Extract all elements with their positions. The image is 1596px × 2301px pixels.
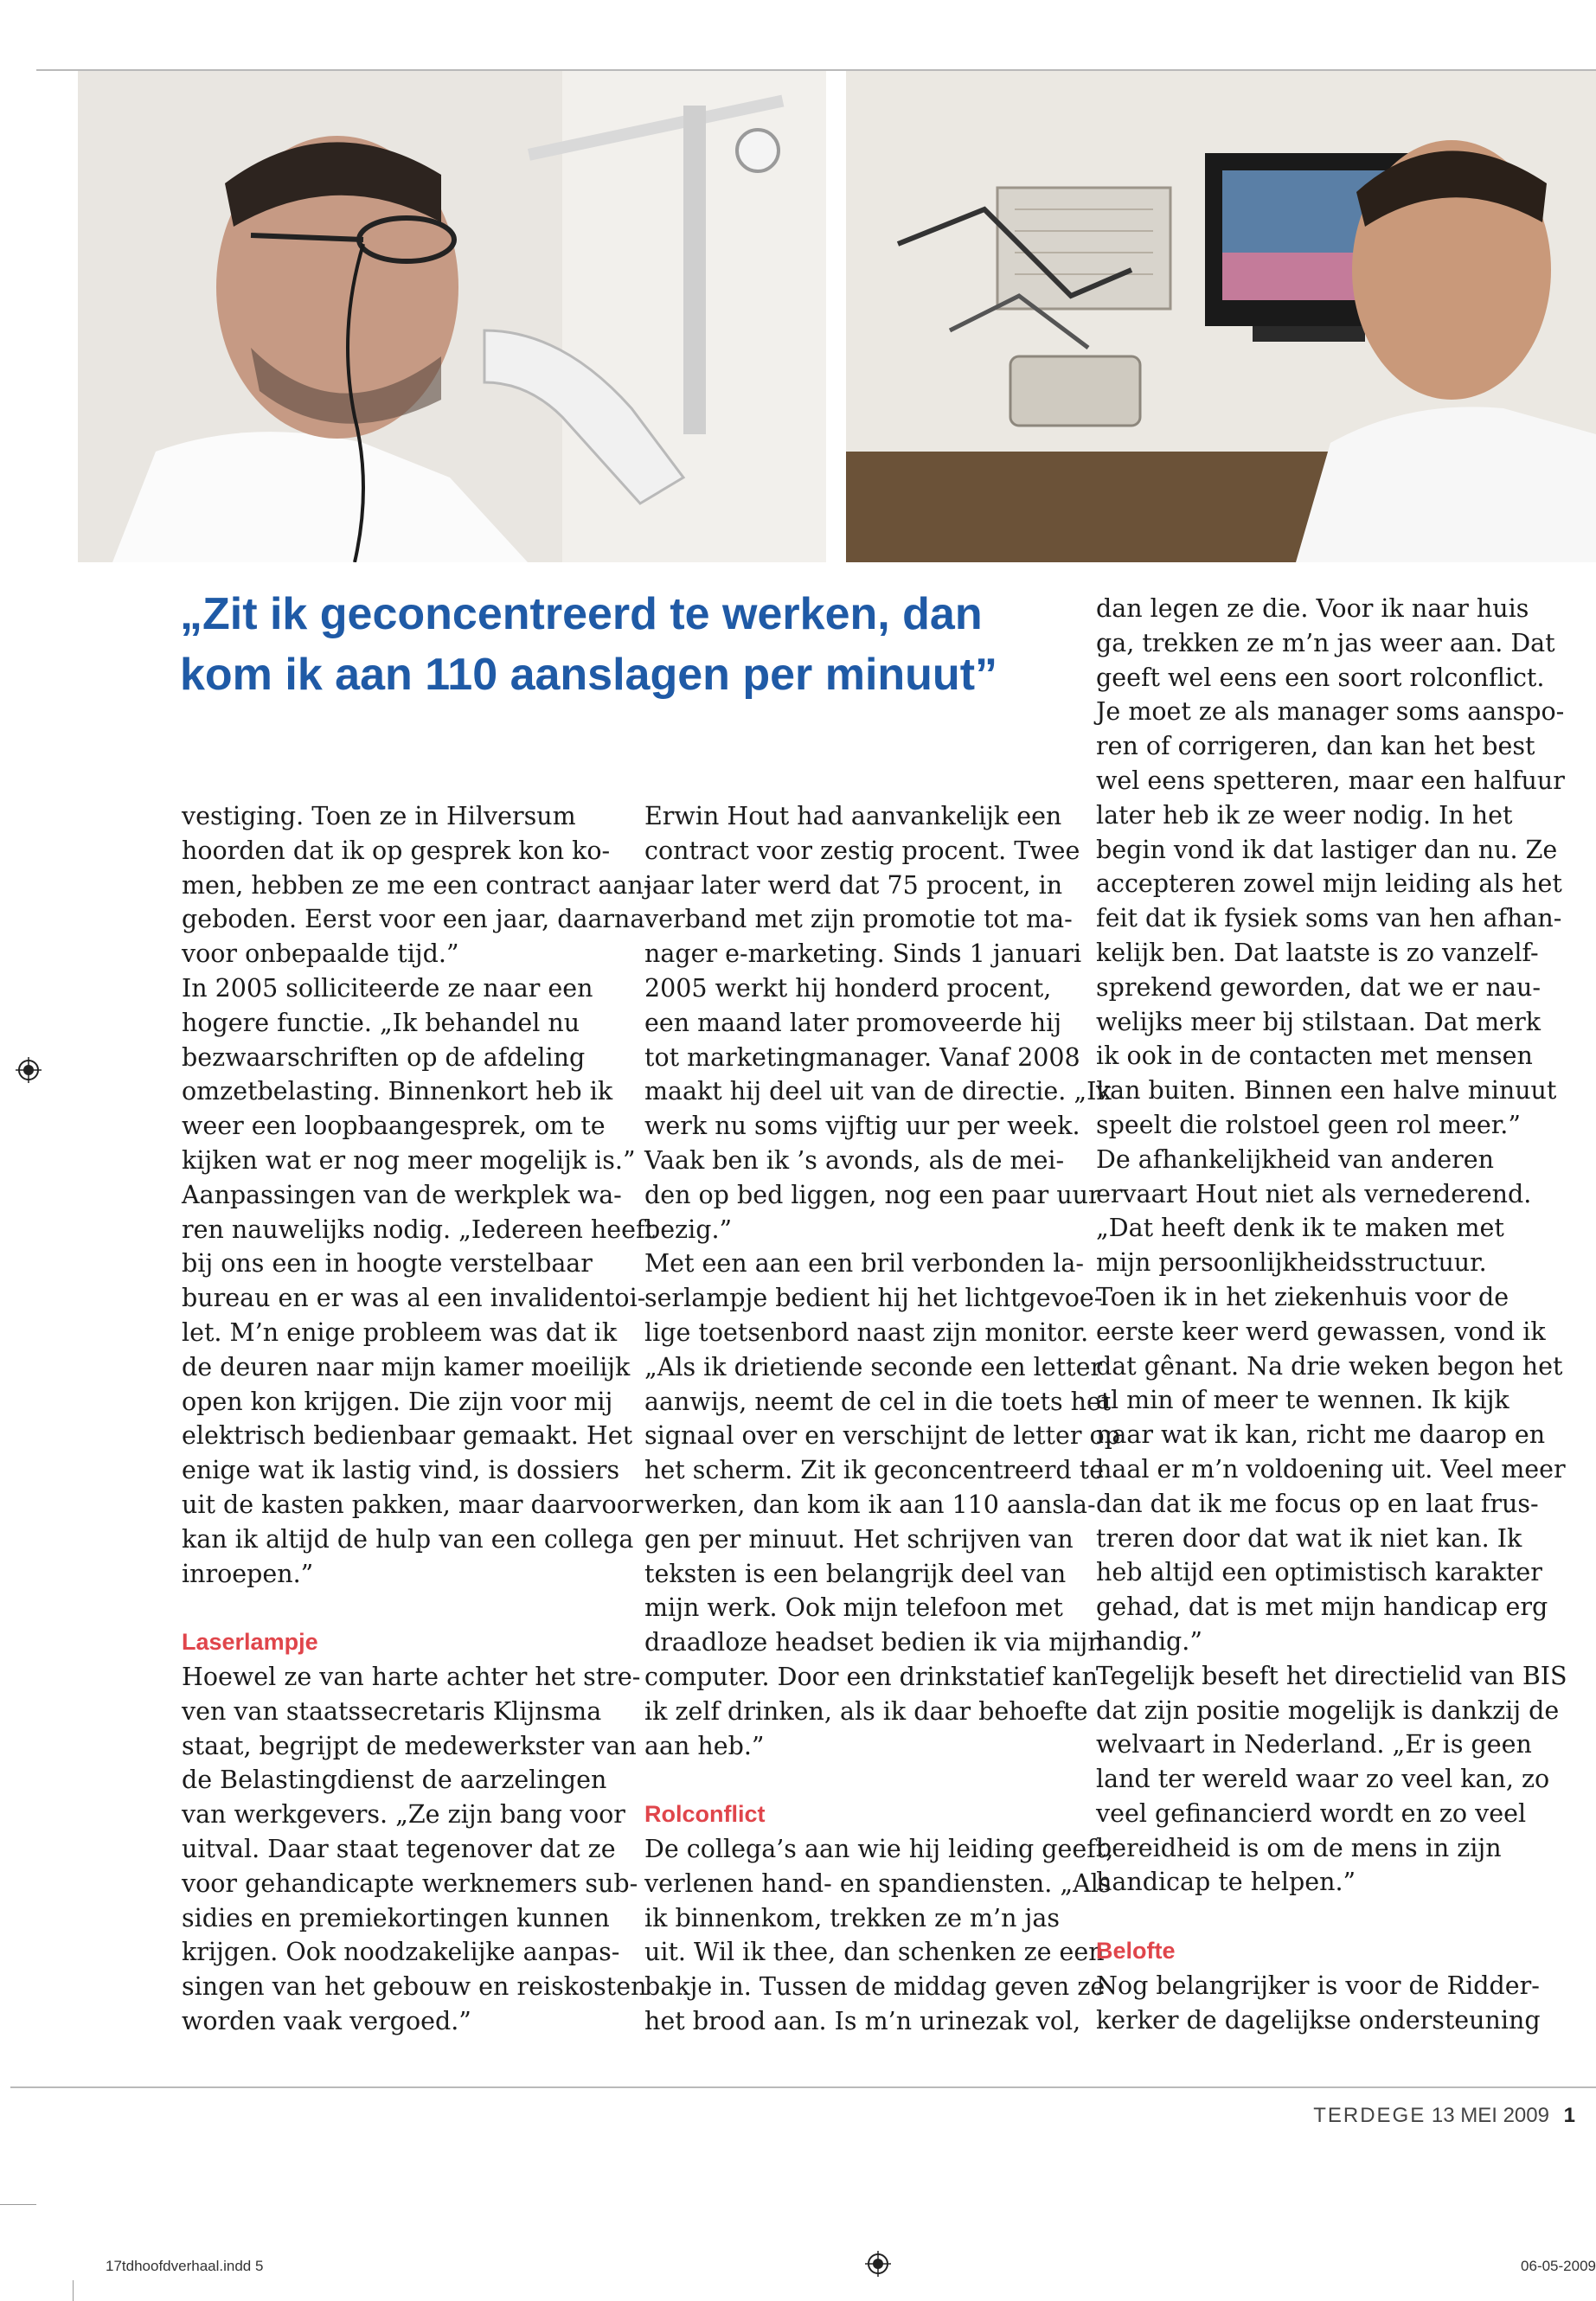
text-line: weer een loopbaangesprek, om te [182,1112,606,1141]
text-line: ven van staatssecretaris Klijnsma [182,1696,602,1726]
text-line: Nog belangrijker is voor de Ridder- [1096,1971,1540,2000]
text-line: bezig.” [644,1215,733,1244]
photo-right [846,71,1596,562]
text-line: handig.” [1096,1626,1202,1656]
text-line: tot marketingmanager. Vanaf 2008 [644,1042,1080,1072]
text-line: serlampje bedient hij het lichtgevoe- [644,1284,1103,1313]
text-line: Aanpassingen van de werkplek wa- [182,1180,622,1209]
text-line: ik zelf drinken, als ik daar behoefte [644,1696,1088,1726]
text-line: enige wat ik lastig vind, is dossiers [182,1456,620,1485]
text-line: accepteren zowel mijn leiding als het [1096,869,1562,899]
text-line: dat gênant. Na drie weken begon het [1096,1351,1563,1381]
text-line: aan heb.” [644,1731,765,1760]
text-line: gen per minuut. Het schrijven van [644,1524,1074,1554]
text-line: den op bed liggen, nog een paar uur [644,1180,1100,1209]
text-line: hogere functie. „Ik behandel nu [182,1008,580,1037]
issue-date: 13 MEI 2009 [1431,2104,1549,2127]
text-line: speelt die rolstoel geen rol meer.” [1096,1110,1521,1139]
text-line: werken, dan kom ik aan 110 aansla- [644,1490,1096,1519]
slug-filename: 17tdhoofdverhaal.indd 5 [106,2258,264,2274]
text-line: Met een aan een bril verbonden la- [644,1249,1085,1279]
text-line: uitval. Daar staat tegenover dat ze [182,1834,616,1863]
text-line: naar wat ik kan, richt me daarop en [1096,1420,1546,1450]
page-footer [1313,2104,1575,2128]
text-line: „Als ik drietiende seconde een letter [644,1352,1103,1381]
text-line: aanwijs, neemt de cel in die toets het [644,1387,1112,1416]
text-line: van buiten. Binnen een halve minuut [1096,1076,1557,1106]
text-line: contract voor zestig procent. Twee [644,836,1080,865]
text-line: kerker de dagelijkse ondersteuning [1096,2005,1541,2035]
page-number: 1 [1563,2104,1575,2127]
text-line: feit dat ik fysiek soms van hen afhan- [1096,904,1562,933]
photo-left [78,71,826,562]
text-line: van werkgevers. „Ze zijn bang voor [182,1800,625,1830]
text-line: het scherm. Zit ik geconcentreerd te [644,1456,1105,1485]
text-line: singen van het gebouw en reiskosten [182,1972,647,2002]
text-line: werk nu soms vijftig uur per week. [644,1112,1080,1141]
text-line: inroepen.” [182,1559,314,1588]
text-line: kelijk ben. Dat laatste is zo vanzelf- [1096,938,1539,967]
text-line: het brood aan. Is m’n urinezak vol, [644,2006,1081,2035]
text-line: verlenen hand- en spandiensten. „Als [644,1868,1112,1898]
text-line: Hoewel ze van harte achter het stre- [182,1662,641,1691]
text-line: mijn persoonlijkheidsstructuur. [1096,1248,1487,1278]
body-column-1 [182,799,655,2039]
text-line: geboden. Eerst voor een jaar, daarna [182,905,645,934]
text-line: sidies en premiekortingen kunnen [182,1903,610,1932]
body-column-2 [644,799,1120,2039]
text-line: worden vaak vergoed.” [182,2006,471,2035]
body-column-3 [1096,592,1567,2037]
text-line: krijgen. Ook noodzakelijke aanpas- [182,1938,620,1967]
text-line: De collega’s aan wie hij leiding geeft, [644,1834,1114,1863]
text-line: ren nauwelijks nodig. „Iedereen heeft [182,1215,655,1244]
photo-left-illustration [78,71,826,562]
text-line: dan dat ik me focus op en laat frus- [1096,1489,1539,1518]
text-line: Tegelijk beseft het directielid van BIS [1096,1661,1567,1690]
text-line: ren of corrigeren, dan kan het best [1096,732,1535,761]
text-line: uit de kasten pakken, maar daarvoor [182,1490,644,1519]
text-line: draadloze headset bedien ik via mijn [644,1628,1104,1657]
text-line: gehad, dat is met mijn handicap erg [1096,1593,1548,1622]
registration-mark-icon [16,1057,42,1083]
text-line: bezwaarschriften op de afdeling [182,1042,586,1072]
text-line: handicap te helpen.” [1096,1868,1356,1897]
bottom-rule [36,2086,1596,2088]
text-line: uit. Wil ik thee, dan schenken ze een [644,1938,1105,1967]
text-line: omzetbelasting. Binnenkort heb ik [182,1077,613,1106]
text-line: men, hebben ze me een contract aan- [182,870,652,900]
text-line: hoorden dat ik op gesprek kon ko- [182,836,611,865]
text-line: voor gehandicapte werknemers sub- [182,1868,638,1898]
text-line: begin vond ik dat lastiger dan nu. Ze [1096,835,1558,864]
text-line: 2005 werkt hij honderd procent, [644,973,1052,1003]
text-line: eerste keer werd gewassen, vond ik [1096,1317,1546,1346]
text-line: bereidheid is om de mens in zijn [1096,1833,1502,1862]
text-line: later heb ik ze weer nodig. In het [1096,800,1513,830]
text-line: staat, begrijpt de medewerkster van [182,1731,637,1760]
text-line: elektrisch bedienbaar gemaakt. Het [182,1421,633,1451]
headline-line-1: „Zit ik geconcentreerd te werken, dan [180,589,983,639]
subheading-laserlampje: Laserlampje [182,1629,318,1656]
text-line: een maand later promoveerde hij [644,1008,1062,1037]
text-line: teksten is een belangrijk deel van [644,1559,1067,1588]
text-line: Toen ik in het ziekenhuis voor de [1096,1282,1509,1311]
text-line: land ter wereld waar zo veel kan, zo [1096,1765,1550,1794]
text-line: welvaart in Nederland. „Er is geen [1096,1730,1532,1759]
text-line: vestiging. Toen ze in Hilversum [182,802,576,830]
text-line: ik ook in de contacten met mensen [1096,1042,1533,1071]
text-line: de deuren naar mijn kamer moeilijk [182,1352,631,1381]
crop-mark [73,2280,74,2301]
text-line: Erwin Hout had aanvankelijk een [644,802,1062,830]
text-line: haal er m’n voldoening uit. Veel meer [1096,1454,1566,1484]
text-line: nager e-marketing. Sinds 1 januari [644,939,1082,969]
text-line: computer. Door een drinkstatief kan [644,1662,1099,1691]
text-line: lige toetsenbord naast zijn monitor. [644,1317,1089,1347]
text-line: ervaart Hout niet als vernederend. [1096,1179,1532,1208]
headline-line-2: kom ik aan 110 aanslagen per minuut” [180,650,998,700]
text-line: kan ik altijd de hulp van een collega [182,1524,634,1554]
text-line: signaal over en verschijnt de letter op [644,1421,1120,1451]
text-line: let. M’n enige probleem was dat ik [182,1317,618,1347]
text-line: veel gefinancierd wordt en zo veel [1096,1798,1527,1828]
text-line: bakje in. Tussen de middag geven ze [644,1972,1106,2002]
magazine-name: TERDEGE [1313,2104,1426,2127]
text-line: dat zijn positie mogelijk is dankzij de [1096,1695,1560,1725]
text-line: In 2005 solliciteerde ze naar een [182,973,593,1003]
crop-mark [0,2204,36,2205]
text-line: ga, trekken ze m’n jas weer aan. Dat [1096,628,1555,657]
text-line: De afhankelijkheid van anderen [1096,1144,1494,1174]
text-line: jaar later werd dat 75 procent, in [644,870,1063,900]
text-line: verband met zijn promotie tot ma- [644,905,1073,934]
text-line: maakt hij deel uit van de directie. „Ik [644,1077,1112,1106]
text-line: bureau en er was al een invalidentoi- [182,1284,646,1313]
text-line: „Dat heeft denk ik te maken met [1096,1214,1504,1243]
slug-date: 06-05-2009 [1521,2258,1596,2274]
subheading-belofte: Belofte [1096,1938,1176,1965]
headline [180,584,1054,705]
subheading-rolconflict: Rolconflict [644,1801,766,1828]
text-line: kijken wat er nog meer mogelijk is.” [182,1145,636,1175]
photo-right-illustration [846,71,1596,562]
registration-mark-icon [865,2251,891,2277]
text-line: wel eens spetteren, maar een halfuur [1096,766,1565,795]
text-line: ik binnenkom, trekken ze m’n jas [644,1903,1060,1932]
text-line: Vaak ben ik ’s avonds, als de mei- [644,1145,1065,1175]
text-line: welijks meer bij stilstaan. Dat merk [1096,1007,1541,1036]
text-line: open kon krijgen. Die zijn voor mij [182,1387,613,1416]
text-line: treren door dat wat ik niet kan. Ik [1096,1523,1522,1553]
text-line: heb altijd een optimistisch karakter [1096,1558,1542,1587]
text-line: al min of meer te wennen. Ik kijk [1096,1386,1509,1415]
text-line: de Belastingdienst de aarzelingen [182,1766,607,1795]
text-line: sprekend geworden, dat we er nau- [1096,972,1541,1002]
text-line: dan legen ze die. Voor ik naar huis [1096,594,1529,623]
text-line: mijn werk. Ook mijn telefoon met [644,1593,1063,1623]
text-line: voor onbepaalde tijd.” [182,939,459,969]
text-line: bij ons een in hoogte verstelbaar [182,1249,593,1279]
text-line: geeft wel eens een soort rolconflict. [1096,663,1545,692]
text-line: Je moet ze als manager soms aanspo- [1096,697,1565,727]
